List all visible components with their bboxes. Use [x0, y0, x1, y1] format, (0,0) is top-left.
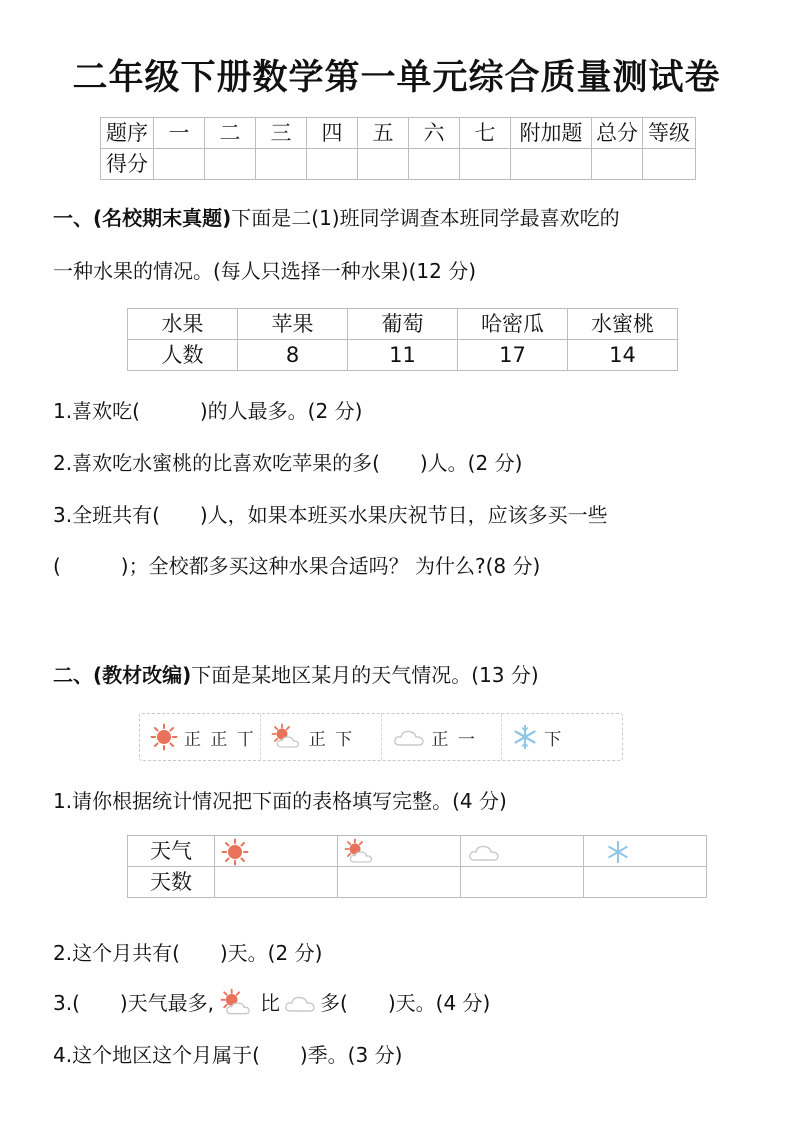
score-blank-cell[interactable]	[154, 149, 205, 180]
score-header-cell: 题序	[101, 118, 154, 149]
section2-heading	[53, 660, 539, 690]
cloud-icon	[467, 839, 501, 865]
fruit-header-cell: 水果	[128, 309, 238, 340]
weather-table	[127, 835, 707, 898]
score-header-cell: 七	[460, 118, 511, 149]
weather-row-label: 天数	[128, 867, 215, 898]
fruit-header-cell: 葡萄	[348, 309, 458, 340]
score-header-cell: 二	[205, 118, 256, 149]
fruit-table-header-row	[128, 309, 678, 340]
tally-marks: 下	[544, 729, 564, 750]
weather-icon-cell	[215, 836, 338, 867]
fruit-table	[127, 308, 678, 371]
weather-days-blank-cell[interactable]	[584, 867, 707, 898]
score-blank-cell[interactable]	[460, 149, 511, 180]
fruit-header-cell: 苹果	[238, 309, 348, 340]
question-3-part1: 3.( )天气最多,	[53, 991, 215, 1015]
section1-source-tag: (名校期末真题)	[93, 206, 232, 230]
score-header-cell: 等级	[643, 118, 696, 149]
weather-icon-cell	[461, 836, 584, 867]
score-header-cell: 一	[154, 118, 205, 149]
score-table-score-row	[101, 149, 696, 180]
fruit-count-cell: 17	[458, 340, 568, 371]
score-blank-cell[interactable]	[358, 149, 409, 180]
fruit-count-cell: 8	[238, 340, 348, 371]
score-blank-cell[interactable]	[643, 149, 696, 180]
sun-icon	[221, 838, 249, 866]
fruit-row-label: 人数	[128, 340, 238, 371]
page-title: 二年级下册数学第一单元综合质量测试卷	[72, 58, 721, 98]
sun-cloud-icon	[220, 988, 254, 1018]
sun-cloud-icon	[344, 838, 376, 866]
snowflake-icon	[512, 724, 538, 750]
score-header-cell: 六	[409, 118, 460, 149]
score-header-cell: 四	[307, 118, 358, 149]
weather-days-blank-cell[interactable]	[215, 867, 338, 898]
section1-heading	[53, 203, 620, 233]
score-blank-cell[interactable]	[205, 149, 256, 180]
fruit-table-count-row	[128, 340, 678, 371]
weather-row-label: 天气	[128, 836, 215, 867]
score-header-cell: 总分	[592, 118, 643, 149]
section2-heading-text: 下面是某地区某月的天气情况。(13 分)	[191, 663, 539, 687]
tally-cell-partly-cloudy	[261, 714, 382, 760]
score-header-cell: 附加题	[511, 118, 592, 149]
score-blank-cell[interactable]	[256, 149, 307, 180]
fruit-count-cell: 14	[568, 340, 678, 371]
score-header-cell: 三	[256, 118, 307, 149]
section1-number: 一、	[53, 206, 93, 230]
score-blank-cell[interactable]	[307, 149, 358, 180]
tally-cell-sunny	[140, 714, 261, 760]
section2-number: 二、	[53, 663, 93, 687]
question-3-part3: 多( )天。(4 分)	[320, 991, 491, 1015]
section2-question-1: 1.请你根据统计情况把下面的表格填写完整。(4 分)	[53, 789, 507, 813]
score-blank-cell[interactable]	[409, 149, 460, 180]
section1-question-3-line2: ( )；全校都多买这种水果合适吗？ 为什么?(8 分)	[53, 554, 541, 578]
tally-cell-snowy	[502, 714, 622, 760]
score-blank-cell[interactable]	[592, 149, 643, 180]
weather-icon-cell	[338, 836, 461, 867]
score-blank-cell[interactable]	[511, 149, 592, 180]
cloud-icon	[392, 724, 426, 750]
section1-question-2: 2.喜欢吃水蜜桃的比喜欢吃苹果的多( )人。(2 分)	[53, 451, 523, 475]
weather-days-blank-cell[interactable]	[461, 867, 584, 898]
section1-heading-line2: 一种水果的情况。(每人只选择一种水果)(12 分)	[53, 259, 477, 283]
section2-question-3	[53, 988, 490, 1018]
tally-marks: 正 正 丅	[184, 729, 256, 750]
snowflake-icon	[606, 840, 630, 864]
tally-marks: 正 一	[431, 729, 477, 750]
section1-heading-text: 下面是二(1)班同学调查本班同学最喜欢吃的	[231, 206, 620, 230]
weather-table-icon-row	[128, 836, 707, 867]
score-table-header-row	[101, 118, 696, 149]
fruit-header-cell: 水蜜桃	[568, 309, 678, 340]
weather-table-days-row	[128, 867, 707, 898]
cloud-icon	[282, 990, 318, 1016]
section2-question-2: 2.这个月共有( )天。(2 分)	[53, 941, 323, 965]
section2-question-4: 4.这个地区这个月属于( )季。(3 分)	[53, 1043, 403, 1067]
weather-icon-cell	[584, 836, 707, 867]
weather-tally-box	[139, 713, 623, 761]
question-3-part2: 比	[260, 991, 281, 1015]
score-header-cell: 五	[358, 118, 409, 149]
section1-question-1: 1.喜欢吃( )的人最多。(2 分)	[53, 399, 363, 423]
sun-icon	[150, 723, 178, 751]
section2-source-tag: (教材改编)	[93, 663, 192, 687]
fruit-header-cell: 哈密瓜	[458, 309, 568, 340]
tally-marks: 正 下	[308, 729, 355, 750]
score-row-label: 得分	[101, 149, 154, 180]
section1-question-3: 3.全班共有( )人，如果本班买水果庆祝节日，应该多买一些	[53, 503, 608, 527]
sun-cloud-icon	[271, 723, 303, 751]
tally-cell-cloudy	[382, 714, 503, 760]
fruit-count-cell: 11	[348, 340, 458, 371]
weather-days-blank-cell[interactable]	[338, 867, 461, 898]
score-table	[100, 117, 696, 180]
